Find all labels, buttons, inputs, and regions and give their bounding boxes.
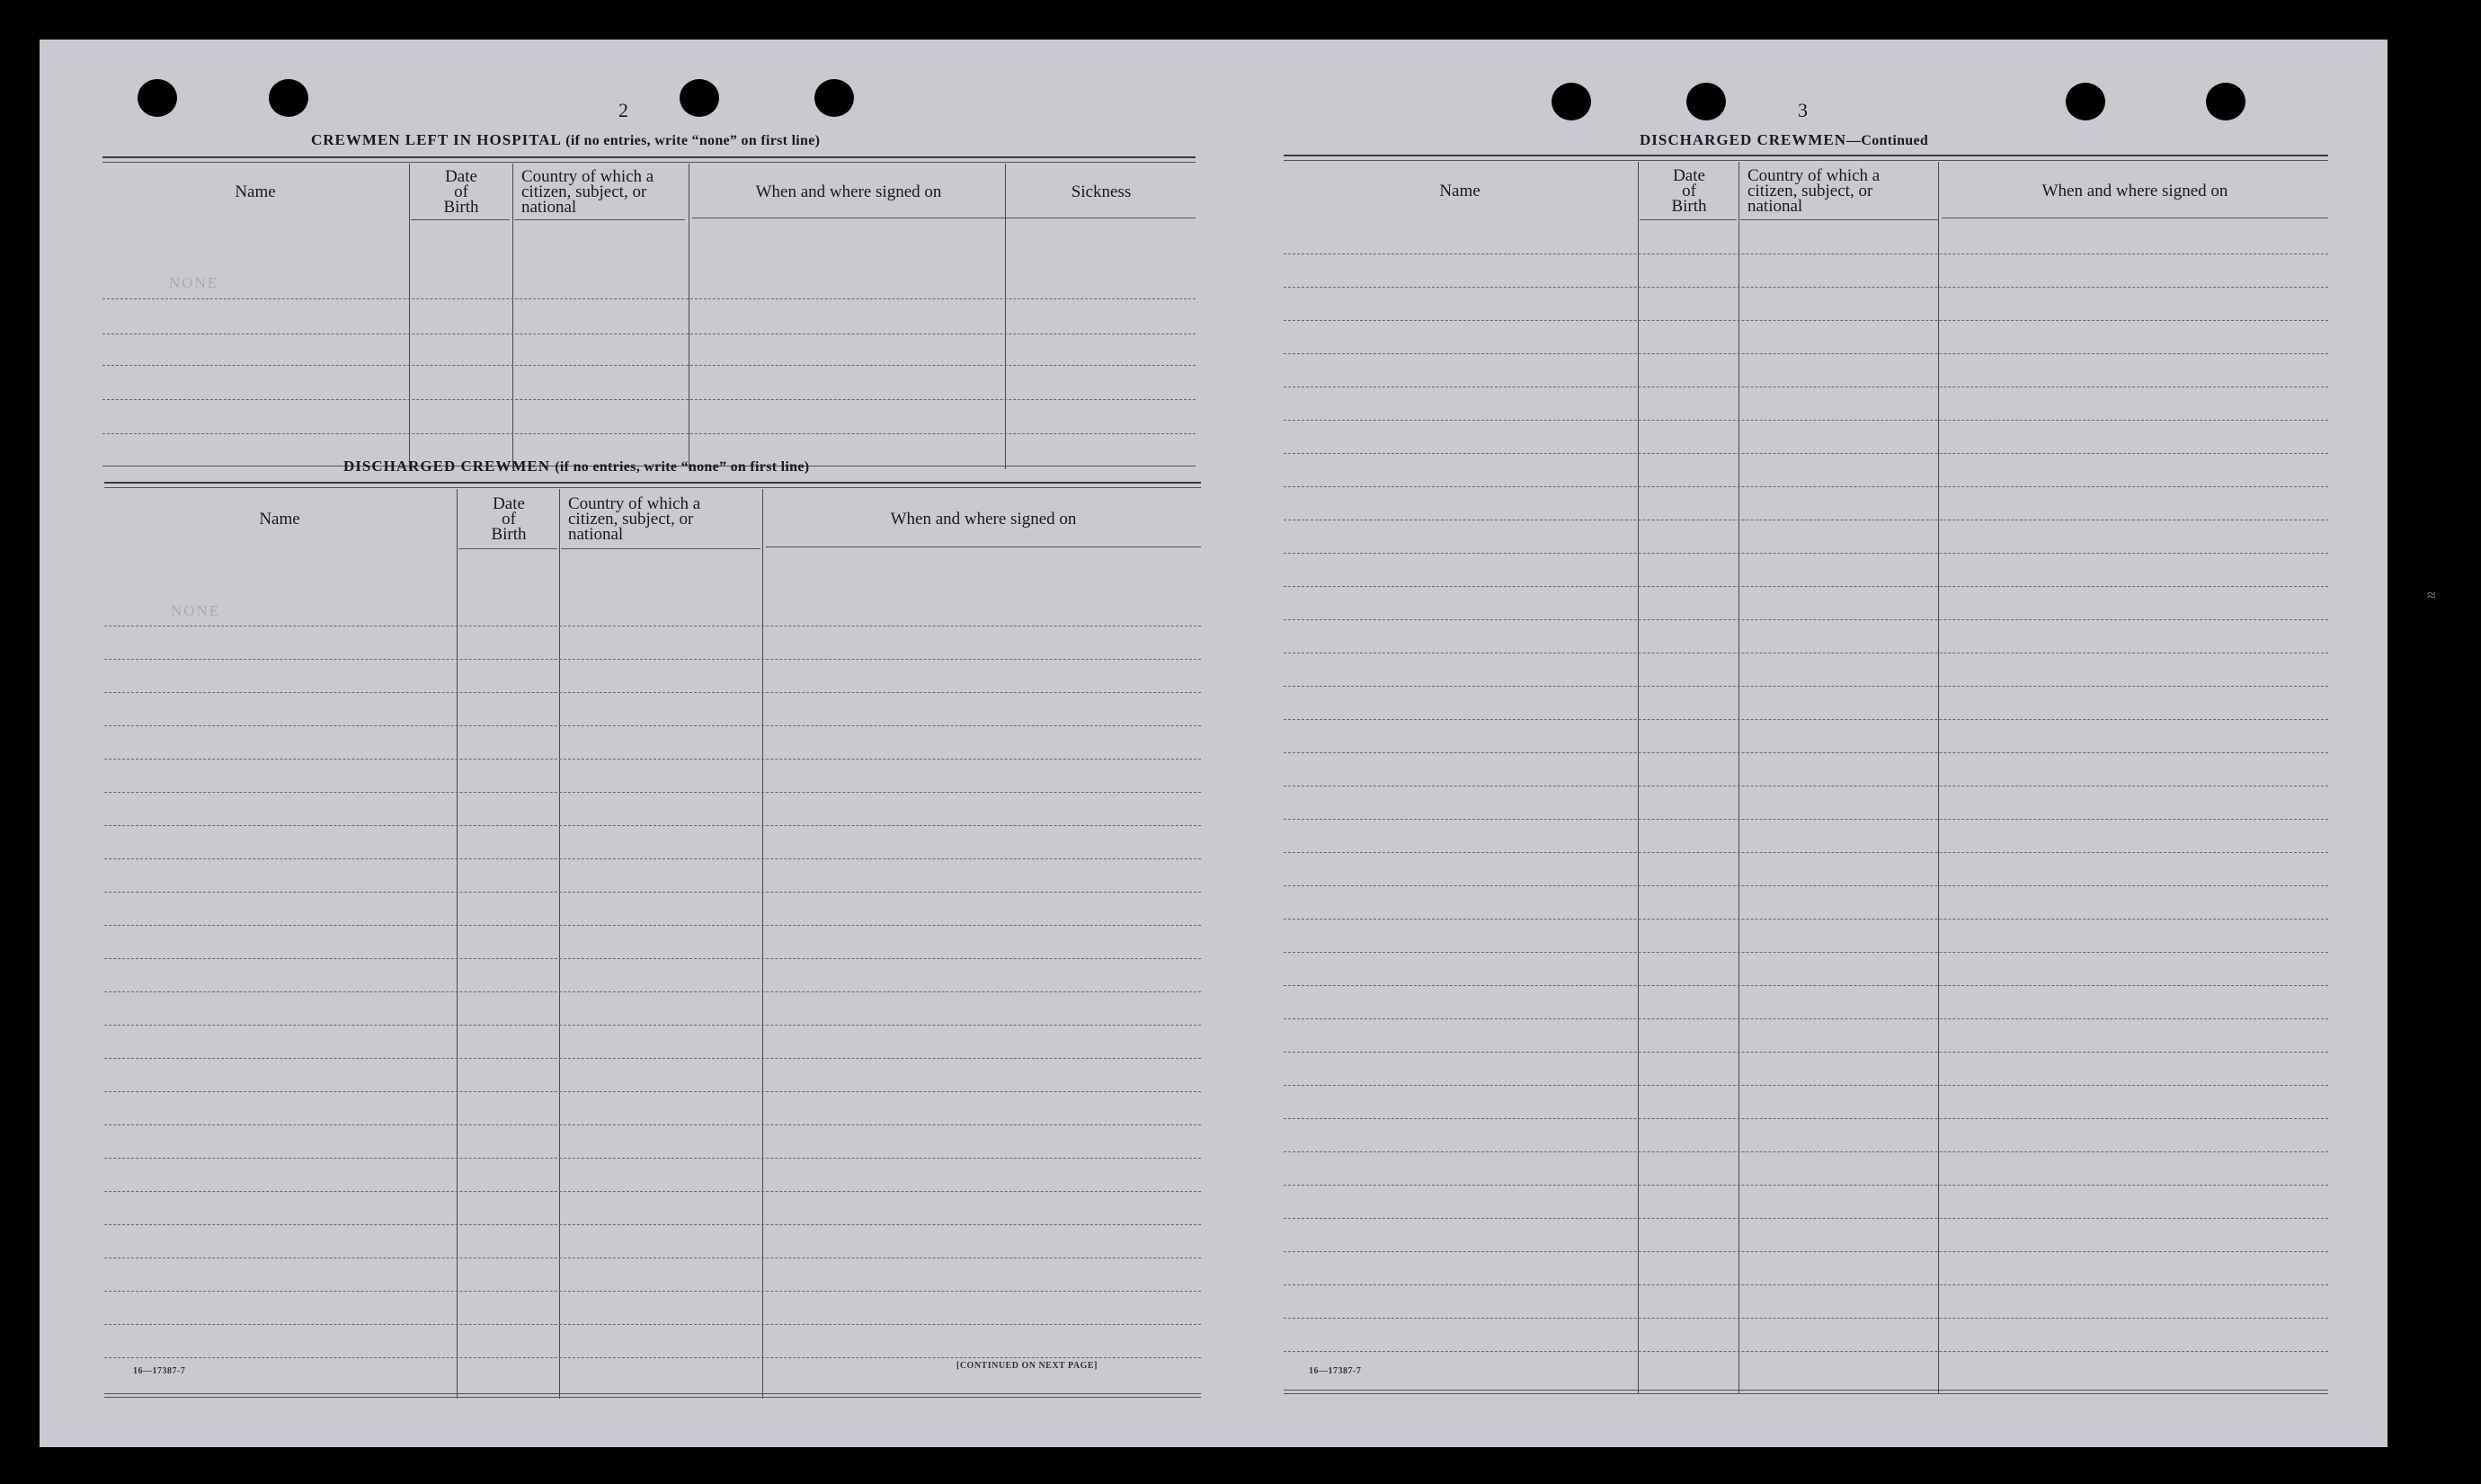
page-number-left: 2 [618, 99, 628, 121]
punch-hole [2066, 83, 2105, 120]
punch-hole [1552, 83, 1591, 120]
page-number-right: 3 [1798, 99, 1808, 121]
discharged-continued-title: DISCHARGED CREWMEN—Continued [1640, 131, 1929, 148]
column-header-date-of-birth: Date of Birth [443, 166, 479, 217]
hospital-table [102, 156, 1196, 471]
form-number-right: 16—17387-7 [1309, 1366, 1362, 1376]
punch-hole [1686, 83, 1726, 120]
continued-note: [CONTINUED ON NEXT PAGE] [956, 1361, 1098, 1371]
form-number-left: 16—17387-7 [133, 1366, 186, 1376]
column-header-name: Name [1439, 181, 1481, 200]
punch-hole [269, 79, 308, 117]
discharged-table-right [1284, 155, 2328, 1399]
column-header-signed-on: When and where signed on [755, 182, 942, 201]
discharged-section-title: DISCHARGED CREWMEN (if no entries, write “none” on first line) [343, 458, 810, 475]
punch-hole [2206, 83, 2245, 120]
column-header-country: Country of which a citizen, subject, or national [568, 493, 701, 544]
column-header-sickness: Sickness [1071, 182, 1132, 201]
edge-smudge: ≈ [2427, 586, 2436, 604]
hospital-section-title: CREWMEN LEFT IN HOSPITAL (if no entries, write “none” on first line) [311, 131, 821, 148]
discharged-table-left [104, 482, 1201, 1402]
punch-hole [814, 79, 854, 117]
punch-hole [680, 79, 719, 117]
column-header-country: Country of which a citizen, subject, or national [1747, 165, 1881, 216]
column-header-name: Name [259, 509, 300, 529]
form-sheet [40, 40, 2388, 1447]
column-header-signed-on: When and where signed on [890, 509, 1077, 529]
none-entry: NONE [171, 602, 221, 619]
punch-hole [138, 79, 177, 117]
column-header-date-of-birth: Date of Birth [491, 493, 527, 544]
none-entry: NONE [169, 274, 219, 291]
column-header-name: Name [235, 182, 276, 201]
column-header-date-of-birth: Date of Birth [1671, 165, 1707, 216]
column-header-country: Country of which a citizen, subject, or national [521, 166, 654, 217]
column-header-signed-on: When and where signed on [2041, 181, 2228, 200]
